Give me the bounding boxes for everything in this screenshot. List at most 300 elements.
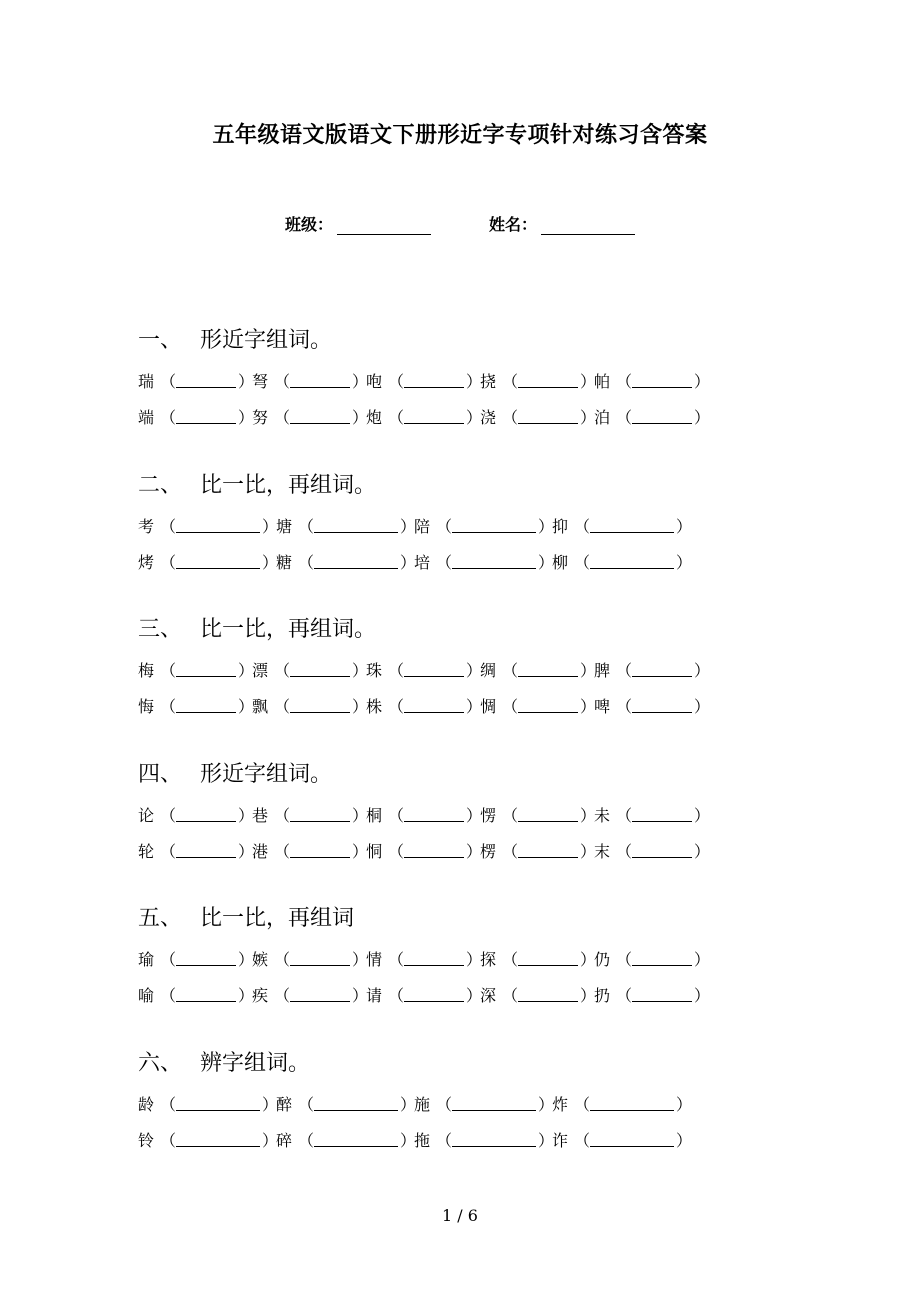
open-paren: （ [616, 805, 633, 825]
answer-blank[interactable] [518, 409, 578, 424]
close-paren: ） [580, 696, 597, 716]
answer-blank[interactable] [590, 1096, 674, 1111]
word-cell [276, 1092, 417, 1115]
close-paren: ） [580, 805, 597, 825]
open-paren: （ [574, 552, 591, 572]
word-cell [366, 803, 483, 826]
character: 龄 [138, 1094, 155, 1114]
character: 仍 [594, 949, 611, 969]
close-paren: ） [466, 805, 483, 825]
close-paren: ） [580, 985, 597, 1005]
answer-blank[interactable] [632, 373, 692, 388]
character: 绸 [480, 660, 497, 680]
open-paren: （ [502, 805, 519, 825]
open-paren: （ [388, 805, 405, 825]
word-row [138, 651, 738, 687]
open-paren: （ [388, 371, 405, 391]
open-paren: （ [616, 696, 633, 716]
word-cell [594, 658, 711, 681]
close-paren: ） [694, 841, 711, 861]
character: 喻 [138, 985, 155, 1005]
close-paren: ） [694, 949, 711, 969]
close-paren: ） [400, 516, 417, 536]
answer-blank[interactable] [632, 662, 692, 677]
character: 端 [138, 407, 155, 427]
open-paren: （ [388, 841, 405, 861]
close-paren: ） [538, 552, 555, 572]
character: 弩 [252, 371, 269, 391]
answer-blank[interactable] [518, 373, 578, 388]
open-paren: （ [502, 696, 519, 716]
answer-blank[interactable] [314, 554, 398, 569]
answer-blank[interactable] [290, 698, 350, 713]
word-cell [366, 839, 483, 862]
name-field [489, 212, 635, 235]
open-paren: （ [274, 660, 291, 680]
close-paren: ） [400, 1094, 417, 1114]
word-cell [366, 658, 483, 681]
close-paren: ） [676, 516, 693, 536]
answer-blank[interactable] [176, 373, 236, 388]
open-paren: （ [574, 1130, 591, 1150]
close-paren: ） [238, 371, 255, 391]
open-paren: （ [616, 985, 633, 1005]
close-paren: ） [694, 696, 711, 716]
answer-blank[interactable] [176, 698, 236, 713]
open-paren: （ [388, 696, 405, 716]
answer-blank[interactable] [404, 951, 464, 966]
character: 论 [138, 805, 155, 825]
answer-blank[interactable] [632, 698, 692, 713]
word-row [138, 1121, 738, 1157]
answer-blank[interactable] [176, 807, 236, 822]
character: 探 [480, 949, 497, 969]
word-row [138, 687, 738, 723]
character: 炮 [366, 407, 383, 427]
section-title: 比一比，再组词 [200, 906, 355, 931]
answer-blank[interactable] [518, 987, 578, 1002]
close-paren: ） [400, 1130, 417, 1150]
character: 巷 [252, 805, 269, 825]
exercise-section [138, 471, 738, 579]
word-cell [252, 803, 369, 826]
word-cell [138, 1128, 279, 1151]
close-paren: ） [262, 552, 279, 572]
character: 柳 [552, 552, 569, 572]
word-row [138, 362, 738, 398]
character: 未 [594, 805, 611, 825]
word-cell [138, 658, 255, 681]
close-paren: ） [580, 841, 597, 861]
answer-blank[interactable] [404, 807, 464, 822]
close-paren: ） [694, 407, 711, 427]
word-cell [414, 514, 555, 537]
word-cell [276, 550, 417, 573]
class-blank[interactable] [337, 216, 431, 235]
close-paren: ） [580, 660, 597, 680]
character: 扔 [594, 985, 611, 1005]
answer-blank[interactable] [632, 951, 692, 966]
exercise-section [138, 760, 738, 868]
word-row [138, 507, 738, 543]
character: 情 [366, 949, 383, 969]
section-title: 形近字组词。 [200, 328, 333, 353]
exercise-section [138, 615, 738, 723]
character: 铃 [138, 1130, 155, 1150]
character: 拖 [414, 1130, 431, 1150]
section-heading [138, 615, 738, 645]
close-paren: ） [466, 407, 483, 427]
close-paren: ） [466, 696, 483, 716]
word-cell [138, 514, 279, 537]
close-paren: ） [400, 552, 417, 572]
character: 港 [252, 841, 269, 861]
answer-blank[interactable] [290, 807, 350, 822]
open-paren: （ [502, 841, 519, 861]
close-paren: ） [676, 1130, 693, 1150]
character: 炸 [552, 1094, 569, 1114]
character: 挠 [480, 371, 497, 391]
word-cell [252, 694, 369, 717]
answer-blank[interactable] [176, 951, 236, 966]
character: 帕 [594, 371, 611, 391]
close-paren: ） [238, 407, 255, 427]
open-paren: （ [160, 516, 177, 536]
section-heading [138, 471, 738, 501]
open-paren: （ [388, 985, 405, 1005]
open-paren: （ [160, 985, 177, 1005]
open-paren: （ [436, 1130, 453, 1150]
open-paren: （ [388, 407, 405, 427]
section-heading [138, 326, 738, 356]
close-paren: ） [694, 660, 711, 680]
character: 醉 [276, 1094, 293, 1114]
character: 抑 [552, 516, 569, 536]
section-heading [138, 1049, 738, 1079]
answer-blank[interactable] [632, 807, 692, 822]
character: 瑞 [138, 371, 155, 391]
character: 培 [414, 552, 431, 572]
answer-blank[interactable] [290, 662, 350, 677]
section-number: 一、 [138, 328, 183, 353]
open-paren: （ [274, 805, 291, 825]
word-cell [252, 658, 369, 681]
word-row [138, 796, 738, 832]
word-cell [138, 947, 255, 970]
answer-blank[interactable] [314, 1132, 398, 1147]
open-paren: （ [298, 1130, 315, 1150]
close-paren: ） [238, 985, 255, 1005]
close-paren: ） [238, 696, 255, 716]
word-row [138, 1085, 738, 1121]
section-number: 三、 [138, 617, 183, 642]
word-cell [552, 514, 693, 537]
open-paren: （ [574, 1094, 591, 1114]
word-cell [138, 550, 279, 573]
word-cell [594, 369, 711, 392]
answer-blank[interactable] [290, 409, 350, 424]
open-paren: （ [298, 1094, 315, 1114]
open-paren: （ [274, 407, 291, 427]
word-cell [366, 947, 483, 970]
close-paren: ） [262, 1130, 279, 1150]
answer-blank[interactable] [290, 987, 350, 1002]
close-paren: ） [352, 949, 369, 969]
close-paren: ） [238, 805, 255, 825]
exercise-section [138, 1049, 738, 1157]
answer-blank[interactable] [518, 951, 578, 966]
close-paren: ） [352, 841, 369, 861]
character: 株 [366, 696, 383, 716]
answer-blank[interactable] [632, 987, 692, 1002]
answer-blank[interactable] [590, 1132, 674, 1147]
word-cell [480, 839, 597, 862]
close-paren: ） [466, 985, 483, 1005]
character: 瑜 [138, 949, 155, 969]
character: 啤 [594, 696, 611, 716]
answer-blank[interactable] [404, 373, 464, 388]
character: 陪 [414, 516, 431, 536]
answer-blank[interactable] [290, 951, 350, 966]
open-paren: （ [616, 660, 633, 680]
open-paren: （ [502, 949, 519, 969]
open-paren: （ [436, 552, 453, 572]
close-paren: ） [694, 985, 711, 1005]
word-cell [480, 694, 597, 717]
word-cell [252, 947, 369, 970]
answer-blank[interactable] [314, 518, 398, 533]
open-paren: （ [298, 552, 315, 572]
word-cell [480, 803, 597, 826]
open-paren: （ [160, 552, 177, 572]
close-paren: ） [538, 1094, 555, 1114]
exercise-section [138, 904, 738, 1012]
word-cell [366, 369, 483, 392]
close-paren: ） [466, 660, 483, 680]
word-cell [138, 983, 255, 1006]
word-row [138, 976, 738, 1012]
word-cell [594, 694, 711, 717]
close-paren: ） [238, 660, 255, 680]
open-paren: （ [274, 696, 291, 716]
character: 施 [414, 1094, 431, 1114]
answer-blank[interactable] [404, 987, 464, 1002]
word-cell [594, 947, 711, 970]
word-cell [414, 550, 555, 573]
close-paren: ） [238, 949, 255, 969]
word-cell [138, 1092, 279, 1115]
word-cell [480, 947, 597, 970]
close-paren: ） [538, 1130, 555, 1150]
open-paren: （ [274, 371, 291, 391]
open-paren: （ [616, 371, 633, 391]
answer-blank[interactable] [176, 987, 236, 1002]
word-cell [138, 369, 255, 392]
word-row [138, 940, 738, 976]
answer-blank[interactable] [518, 843, 578, 858]
open-paren: （ [436, 1094, 453, 1114]
answer-blank[interactable] [632, 843, 692, 858]
section-title: 比一比，再组词。 [200, 617, 377, 642]
character: 末 [594, 841, 611, 861]
character: 努 [252, 407, 269, 427]
answer-blank[interactable] [518, 698, 578, 713]
word-cell [594, 803, 711, 826]
word-row [138, 398, 738, 434]
answer-blank[interactable] [176, 1096, 260, 1111]
answer-blank[interactable] [404, 843, 464, 858]
character: 轮 [138, 841, 155, 861]
character: 嫉 [252, 949, 269, 969]
close-paren: ） [466, 371, 483, 391]
section-heading [138, 760, 738, 790]
close-paren: ） [676, 552, 693, 572]
answer-blank[interactable] [176, 662, 236, 677]
word-cell [138, 803, 255, 826]
exercise-section [138, 326, 738, 434]
word-cell [276, 514, 417, 537]
section-number: 六、 [138, 1051, 183, 1076]
open-paren: （ [160, 696, 177, 716]
word-cell [594, 983, 711, 1006]
character: 惆 [480, 696, 497, 716]
open-paren: （ [160, 805, 177, 825]
answer-blank[interactable] [632, 409, 692, 424]
word-cell [138, 405, 255, 428]
character: 烤 [138, 552, 155, 572]
close-paren: ） [538, 516, 555, 536]
student-info [0, 212, 920, 235]
word-cell [414, 1128, 555, 1151]
character: 珠 [366, 660, 383, 680]
open-paren: （ [274, 841, 291, 861]
section-number: 五、 [138, 906, 183, 931]
open-paren: （ [274, 985, 291, 1005]
open-paren: （ [436, 516, 453, 536]
name-label: 姓名： [489, 215, 538, 234]
word-cell [138, 694, 255, 717]
section-title: 形近字组词。 [200, 762, 333, 787]
answer-blank[interactable] [590, 554, 674, 569]
close-paren: ） [352, 660, 369, 680]
character: 糖 [276, 552, 293, 572]
character: 咆 [366, 371, 383, 391]
close-paren: ） [238, 841, 255, 861]
answer-blank[interactable] [404, 409, 464, 424]
word-cell [414, 1092, 555, 1115]
answer-blank[interactable] [176, 843, 236, 858]
close-paren: ） [466, 841, 483, 861]
open-paren: （ [298, 516, 315, 536]
close-paren: ） [352, 696, 369, 716]
character: 恫 [366, 841, 383, 861]
character: 浇 [480, 407, 497, 427]
close-paren: ） [580, 371, 597, 391]
word-row [138, 832, 738, 868]
open-paren: （ [160, 407, 177, 427]
open-paren: （ [160, 1130, 177, 1150]
character: 脾 [594, 660, 611, 680]
character: 梅 [138, 660, 155, 680]
name-blank[interactable] [541, 216, 635, 235]
answer-blank[interactable] [518, 807, 578, 822]
page-number: 1 / 6 [442, 1206, 478, 1225]
open-paren: （ [160, 371, 177, 391]
answer-blank[interactable] [290, 843, 350, 858]
answer-blank[interactable] [452, 518, 536, 533]
word-cell [252, 839, 369, 862]
open-paren: （ [388, 660, 405, 680]
open-paren: （ [274, 949, 291, 969]
close-paren: ） [466, 949, 483, 969]
character: 飘 [252, 696, 269, 716]
answer-blank[interactable] [176, 554, 260, 569]
answer-blank[interactable] [452, 1132, 536, 1147]
word-row [138, 543, 738, 579]
answer-blank[interactable] [590, 518, 674, 533]
open-paren: （ [160, 949, 177, 969]
word-cell [552, 1128, 693, 1151]
answer-blank[interactable] [452, 554, 536, 569]
section-title: 辨字组词。 [200, 1051, 311, 1076]
close-paren: ） [262, 516, 279, 536]
close-paren: ） [262, 1094, 279, 1114]
character: 楞 [480, 841, 497, 861]
open-paren: （ [160, 841, 177, 861]
open-paren: （ [160, 1094, 177, 1114]
close-paren: ） [694, 371, 711, 391]
close-paren: ） [352, 371, 369, 391]
word-cell [366, 983, 483, 1006]
answer-blank[interactable] [518, 662, 578, 677]
open-paren: （ [160, 660, 177, 680]
word-cell [276, 1128, 417, 1151]
character: 考 [138, 516, 155, 536]
answer-blank[interactable] [452, 1096, 536, 1111]
word-cell [480, 405, 597, 428]
answer-blank[interactable] [314, 1096, 398, 1111]
word-cell [480, 369, 597, 392]
page-title: 五年级语文版语文下册形近字专项针对练习含答案 [212, 122, 708, 148]
character: 疾 [252, 985, 269, 1005]
answer-blank[interactable] [290, 373, 350, 388]
answer-blank[interactable] [176, 409, 236, 424]
answer-blank[interactable] [176, 518, 260, 533]
character: 桐 [366, 805, 383, 825]
class-label: 班级： [284, 215, 333, 234]
word-cell [138, 839, 255, 862]
open-paren: （ [616, 949, 633, 969]
section-number: 二、 [138, 473, 183, 498]
close-paren: ） [580, 407, 597, 427]
answer-blank[interactable] [404, 698, 464, 713]
open-paren: （ [502, 371, 519, 391]
word-cell [366, 694, 483, 717]
character: 塘 [276, 516, 293, 536]
character: 请 [366, 985, 383, 1005]
word-cell [594, 405, 711, 428]
word-cell [480, 983, 597, 1006]
word-cell [480, 658, 597, 681]
answer-blank[interactable] [404, 662, 464, 677]
class-field [285, 212, 431, 235]
character: 悔 [138, 696, 155, 716]
answer-blank[interactable] [176, 1132, 260, 1147]
character: 漂 [252, 660, 269, 680]
word-cell [552, 550, 693, 573]
open-paren: （ [502, 660, 519, 680]
word-cell [366, 405, 483, 428]
